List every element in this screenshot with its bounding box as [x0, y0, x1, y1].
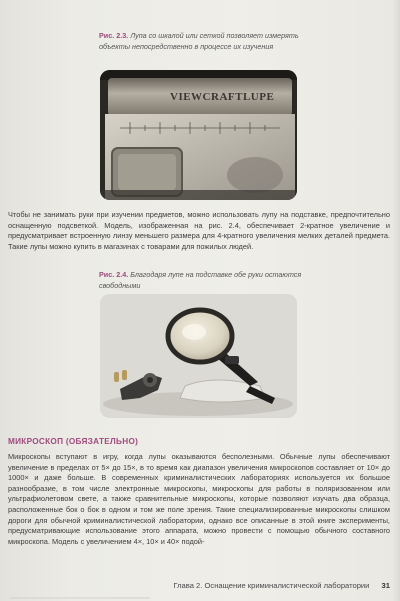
figure-caption-2-3 — [99, 31, 309, 52]
body-paragraph: Чтобы не занимать руки при изучении предметов, можно использовать лупу на подставке, предпочтительно оснащенную подсветкой. Модель, изображенная на рис. 2.4, обеспечивает 2-кратное увеличение и предусматривает встроенную линзу меньшего размера для 4-кратного увеличения мелких деталей предмета. Такие лупы можно купить в магазинах с товарами для пожилых людей. — [8, 210, 390, 251]
footer-chapter: Глава 2. — [173, 581, 203, 590]
page-edge-decoration — [0, 581, 160, 601]
figure-photo-magnifier-scale — [100, 70, 297, 200]
magnifier-brand-text: VIEWCRAFTLUPE — [170, 91, 275, 103]
page-footer — [170, 581, 390, 590]
figure-caption-2-4 — [99, 270, 309, 291]
body-paragraph: Микроскопы вступают в игру, когда лупы оказываются бесполезными. Обычные лупы обеспечивают увеличение в пределах от 5× до 15×, в то время как диапазон увеличения микроскопов составляет от 10× до 1000× и даже больше. В современных криминалистических лабораториях используется их большое разнообразие, в том числе электронные микроскопы, микроскопы для работы в поляризованном или ультрафиолетовом свете, а также сравнительные микроскопы, которые позволяют изучать два образца, расположенные бок о бок в одном и том же поле зрения. Такие специализированные микроскопы слишком дороги для обычной криминалистической лаборатории, однако все описанные в этой книге эксперименты, предусматривающие использование этого аппарата, можно провести с помощью обычного составного микроскопа. Модель с увеличением 4×, 10× и 40× подой- — [8, 452, 390, 546]
section-heading: МИКРОСКОП (ОБЯЗАТЕЛЬНО) — [8, 437, 139, 446]
figure-number: Рис. 2.4. — [99, 270, 129, 279]
figure-caption-text: Благодаря лупе на подставке обе руки остаются свободными — [99, 270, 302, 290]
figure-photo-stand-magnifier — [100, 294, 297, 418]
footer-title: Оснащение криминалистической лаборатории — [204, 581, 370, 590]
page-number: 31 — [381, 581, 390, 590]
figure-caption-text: Лупа со шкалой или сеткой позволяет измерять объекты непосредственно в процессе их изучения — [99, 31, 299, 51]
magnifier-scale-illustration — [100, 70, 297, 200]
page-edge-shadow — [392, 0, 400, 601]
stand-magnifier-illustration — [100, 294, 297, 418]
figure-number: Рис. 2.3. — [99, 31, 129, 40]
